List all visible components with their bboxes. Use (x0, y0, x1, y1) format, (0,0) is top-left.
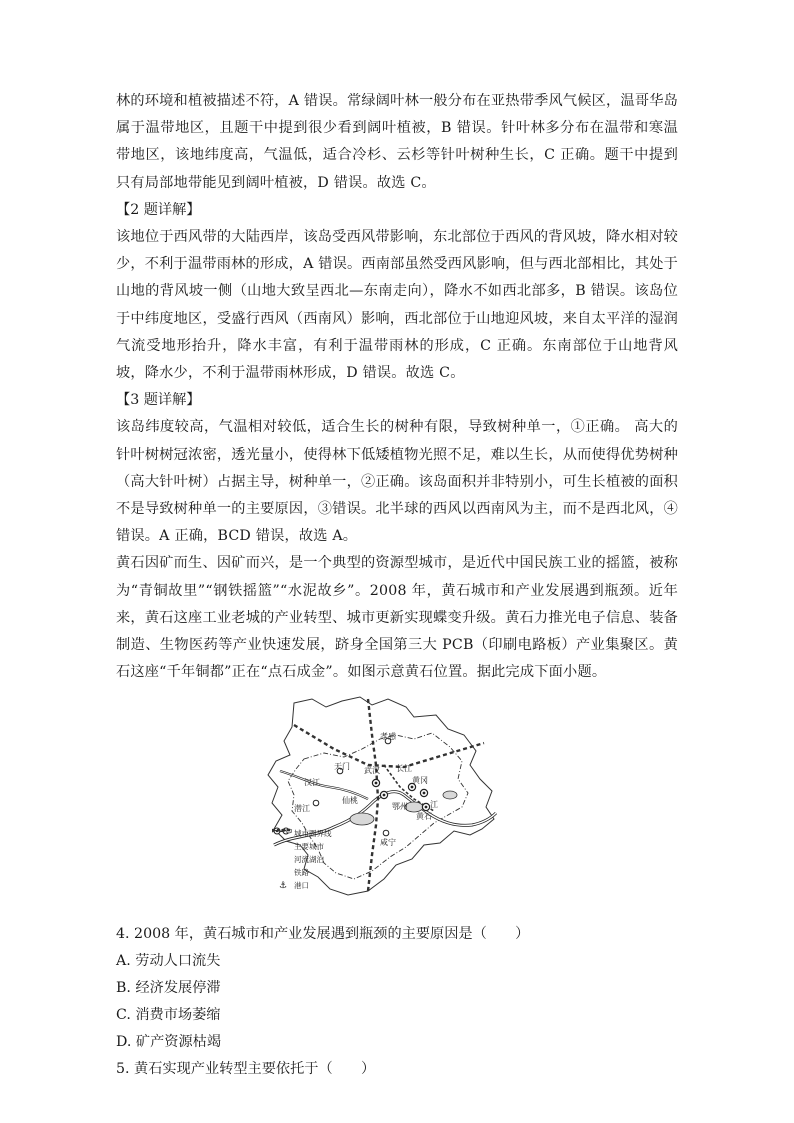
map-label-jiang: 江 (430, 800, 438, 810)
document-page (116, 88, 678, 1083)
legend-label: 城市圈界线 (294, 829, 332, 839)
map-label-wuhan: 武汉 (364, 766, 380, 776)
legend-item (272, 866, 362, 879)
question-4-options (116, 948, 678, 1056)
legend-label: 河流湖泊 (294, 855, 324, 865)
option-c: C. 消费市场萎缩 (116, 1007, 221, 1024)
question-4-stem: 4. 2008 年，黄石城市和产业发展遇到瓶颈的主要原因是（ ） (116, 926, 530, 943)
paragraph-answer-1-continued: 林的环境和植被描述不符，A 错误。常绿阔叶林一般分布在亚热带季风气候区，温哥华岛属于温带地区，且题干中提到很少看到阔叶植被，B 错误。针叶林多分布在温带和寒温带地区，该地纬度高，气温低，适合冷杉、云杉等针叶树种生长，C 正确。题干中提到只有局部地带能见到阔叶植被，D 错误。故选 C。 (116, 93, 678, 191)
map-label-huangshi: 黄石 (416, 812, 432, 822)
heading-question-2-explanation: 【2 题详解】 (116, 201, 201, 218)
legend-label: 港口 (294, 881, 309, 891)
huangshi-location-map (264, 695, 500, 907)
paragraph-answer-2: 该地位于西风带的大陆西岸，该岛受西风带影响，东北部位于西风的背风坡，降水相对较少，不利于温带雨林的形成，A 错误。西南部虽然受西风影响，但与西北部相比，其处于山地的背风坡一侧（山地大致呈西北—东南走向），降水不如西北部多，B 错误。该岛位于中纬度地区，受盛行西风（西南风）影响，西北部位于山地迎风坡，来自太平洋的湿润气流受地形抬升，降水丰富，有利于温带雨林的形成，C 正确。东南部位于山地背风坡，降水少，不利于温带雨林形成，D 错误。故选 C。 (116, 229, 678, 382)
map-label-xiaogan: 孝感 (380, 732, 396, 742)
legend-item (272, 840, 362, 853)
port-anchor-icon: ⚓ (278, 880, 288, 891)
legend-label: 主要城市 (294, 842, 324, 852)
option-a: A. 劳动人口流失 (116, 953, 221, 970)
option-b: B. 经济发展停滞 (116, 980, 221, 997)
map-legend (272, 827, 362, 892)
legend-item (272, 879, 362, 892)
question-5-stem: 5. 黄石实现产业转型主要依托于（ ） (116, 1061, 376, 1078)
map-label-hanjiang: 汉江 (304, 778, 320, 788)
map-label-yangtze: 长江 (396, 764, 412, 774)
paragraph-huangshi-intro: 黄石因矿而生、因矿而兴，是一个典型的资源型城市，是近代中国民族工业的摇篮，被称为“青铜故里”“钢铁摇篮”“水泥故乡”。2008 年，黄石城市和产业发展遇到瓶颈。近年来，黄石这座工业老城的产业转型、城市更新实现蝶变升级。黄石力推光电子信息、装备制造、生物医药等产业快速发展，跻身全国第三大 PCB（印刷电路板）产业集聚区。黄石这座“千年铜都”正在“点石成金”。如图示意黄石位置。据此完成下面小题。 (116, 555, 678, 681)
map-label-ezhou: 鄂州 (392, 802, 408, 812)
map-label-qianjiang: 潜江 (294, 804, 310, 814)
map-label-xianning: 咸宁 (380, 838, 396, 848)
legend-label: 铁路 (294, 868, 309, 878)
paragraph-answer-3: 该岛纬度较高，气温相对较低，适合生长的树种有限，导致树种单一，①正确。 高大的针叶树树冠浓密，透光量小，使得林下低矮植物光照不足，难以生长，从而使得优势树种（高大针叶树）占据主导，树种单一，②正确。该岛面积并非特别小，可生长植被的面积不是导致树种单一的主要原因，③错误。北半球的西风以西南风为主，而不是西北风，④错误。A 正确，BCD 错误，故选 A。 (116, 419, 678, 545)
legend-item (272, 853, 362, 866)
map-label-tianmen: 天门 (334, 762, 350, 772)
map-label-xiantao: 仙桃 (342, 796, 358, 806)
map-label-huanggang: 黄冈 (412, 776, 428, 786)
heading-question-3-explanation: 【3 题详解】 (116, 392, 201, 409)
option-d: D. 矿产资源枯竭 (116, 1034, 222, 1051)
